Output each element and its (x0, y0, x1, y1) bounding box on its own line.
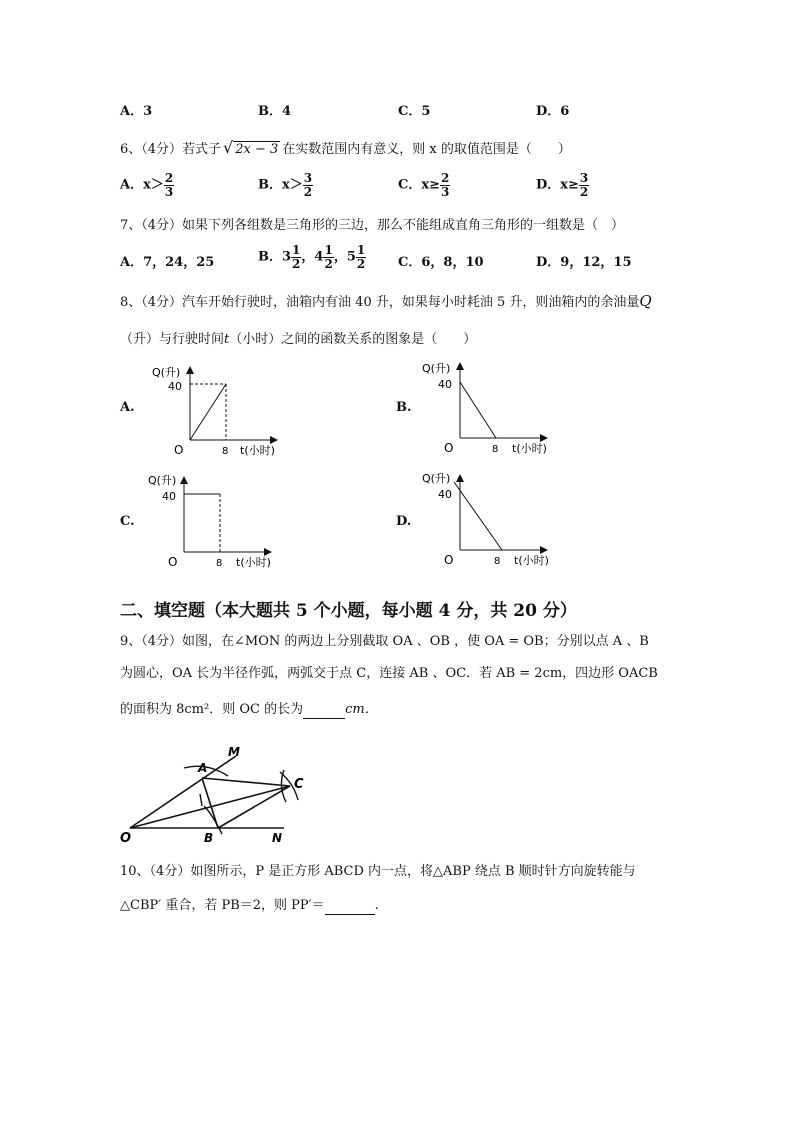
q8-stem-line2-post: （小时）之间的函数关系的图象是（ ） (229, 332, 477, 347)
q6-option-d-frac (579, 172, 589, 199)
q6-radicand: 2x − 3 (235, 142, 279, 157)
q6-option-b-label: B．x＞ (258, 177, 303, 193)
q9-answer-blank[interactable] (303, 702, 345, 719)
q6-option-a-den: 3 (164, 185, 174, 199)
q8-var-q: Q (639, 292, 652, 310)
q7-option-a: A．7，24，25 (120, 255, 215, 270)
q7-mixed-1-frac (291, 244, 301, 271)
q10-line2 (120, 898, 379, 915)
q7-mixed-3 (347, 244, 366, 271)
q8-stem-line1-text: 8、（4分）汽车开始行驶时，油箱内有油 40 升，如果每小时耗油 5 升，则油箱内的余油量 (120, 295, 640, 310)
q9-label-b: B (204, 831, 214, 845)
q6-option-a (120, 172, 174, 208)
q7-mixed-1-num: 1 (292, 243, 301, 257)
q9-label-a: A (198, 761, 208, 775)
q6-option-b-frac (303, 172, 313, 199)
q7-mixed-3-frac (356, 244, 366, 271)
q8-a-x-label: t(小时) (240, 444, 275, 457)
q8-option-b-label: B. (396, 400, 412, 415)
q9-figure (118, 742, 318, 852)
q8-stem-line2 (120, 332, 476, 348)
q6-option-c-frac (440, 172, 450, 199)
q7-mixed-2-frac (323, 244, 333, 271)
q8-a-origin: O (174, 443, 184, 457)
q6-stem (120, 140, 571, 158)
q5-option-d: D．6 (536, 104, 570, 119)
q6-stem-pre: 6、（4分）若式子 (120, 142, 222, 157)
q7-option-d: D．9，12，15 (536, 255, 632, 270)
q8-a-y-tick: 40 (168, 380, 182, 393)
q8-d-x-label: t(小时) (514, 554, 549, 567)
q8-stem-line1 (120, 293, 652, 311)
q8-b-origin: O (444, 441, 454, 455)
q6-option-d (536, 172, 589, 199)
q7-mixed-2 (314, 244, 333, 271)
q7-mixed-2-whole: 4 (314, 249, 324, 265)
q8-graph-b (412, 358, 562, 458)
q10-line2-pre: △CBP′ 重合，若 PB＝2，则 PP′＝ (120, 898, 325, 913)
q8-b-y-label: Q(升) (422, 362, 451, 375)
q8-c-y-label: Q(升) (148, 474, 177, 487)
q5-option-b: B．4 (258, 104, 292, 119)
q6-option-c-label: C．x≥ (398, 177, 440, 193)
q6-option-a-num: 2 (164, 171, 174, 185)
q8-option-d-label: D. (396, 514, 412, 529)
q7-option-c: C．6，8，10 (398, 255, 484, 270)
section-2-title: 二、填空题（本大题共 5 个小题，每小题 4 分，共 20 分） (120, 601, 577, 621)
q6-option-b-den: 2 (303, 185, 313, 199)
q7-mixed-1-den: 2 (292, 257, 301, 271)
q9-line3-pre: 的面积为 8cm²．则 OC 的长为 (120, 702, 304, 717)
q9-label-o: O (120, 831, 132, 846)
q6-radical: √ 2x − 3 (223, 138, 279, 157)
q8-b-y-tick: 40 (438, 378, 452, 391)
q8-c-y-tick: 40 (162, 490, 176, 503)
q8-graph-c (140, 470, 290, 570)
q6-option-a-label: A．x＞ (120, 177, 164, 193)
q7-option-b (258, 244, 366, 271)
q7-sep-1: ， (301, 249, 315, 265)
q9-line1: 9、（4分）如图，在∠MON 的两边上分别截取 OA 、OB ，使 OA = OB；分别以点 A 、B (120, 634, 649, 649)
q9-line2: 为圆心，OA 长为半径作弧，两弧交于点 C，连接 AB 、OC．若 AB = 2cm，四边形 OACB (120, 666, 658, 681)
q8-var-t: t (224, 332, 230, 347)
q8-graph-a (140, 360, 290, 460)
q8-a-x-tick: 8 (222, 446, 229, 457)
q8-c-x-label: t(小时) (236, 556, 271, 569)
q8-a-y-label: Q(升) (152, 366, 181, 379)
q9-line3-post: cm． (345, 702, 378, 717)
q9-line3 (120, 702, 378, 719)
q9-label-n: N (272, 831, 283, 845)
q7-option-b-label: B． (258, 249, 282, 265)
q8-b-x-tick: 8 (492, 444, 499, 455)
q8-stem-line2-pre: （升）与行驶时间 (120, 332, 225, 347)
q7-stem: 7、（4分）如果下列各组数是三角形的三边，那么不能组成直角三角形的一组数是（ ） (120, 218, 625, 233)
q8-option-c-label: C. (120, 514, 135, 529)
q6-option-d-num: 3 (579, 171, 589, 185)
q6-option-c (398, 172, 450, 199)
q8-b-x-label: t(小时) (512, 442, 547, 455)
q6-option-d-label: D．x≥ (536, 177, 579, 193)
q7-mixed-3-num: 1 (356, 243, 366, 257)
q8-graph-d (412, 468, 562, 568)
q7-mixed-3-whole: 5 (346, 249, 356, 265)
q6-option-c-num: 2 (441, 171, 450, 185)
q6-option-a-frac (164, 172, 174, 199)
q7-mixed-2-num: 1 (324, 243, 333, 257)
q10-line2-post: . (374, 898, 379, 913)
q7-sep-2: ， (333, 249, 347, 265)
q10-answer-blank[interactable] (325, 898, 375, 915)
q7-mixed-3-den: 2 (356, 257, 366, 271)
q8-d-y-label: Q(升) (422, 472, 451, 485)
q6-option-d-den: 2 (579, 185, 589, 199)
q6-option-b-num: 3 (303, 171, 313, 185)
q7-mixed-1-whole: 3 (282, 249, 292, 265)
q9-label-m: M (228, 745, 240, 759)
q10-line1: 10、（4分）如图所示，P 是正方形 ABCD 内一点，将△ABP 绕点 B 顺时针方向旋转能与 (120, 864, 636, 879)
q8-d-x-tick: 8 (494, 556, 501, 567)
q8-c-origin: O (168, 555, 178, 569)
q8-d-origin: O (444, 553, 454, 567)
q8-c-x-tick: 8 (216, 558, 223, 569)
q6-option-c-den: 3 (441, 185, 450, 199)
q9-label-c: C (294, 777, 304, 792)
q7-mixed-1 (282, 244, 301, 271)
q8-option-a-label: A. (120, 400, 135, 415)
q5-option-c: C．5 (398, 104, 431, 119)
q6-option-b (258, 172, 313, 199)
q6-stem-post: 在实数范围内有意义，则 x 的取值范围是（ ） (282, 142, 571, 157)
q8-d-y-tick: 40 (438, 488, 452, 501)
q5-option-a: A．3 (120, 104, 153, 119)
q7-mixed-2-den: 2 (324, 257, 333, 271)
